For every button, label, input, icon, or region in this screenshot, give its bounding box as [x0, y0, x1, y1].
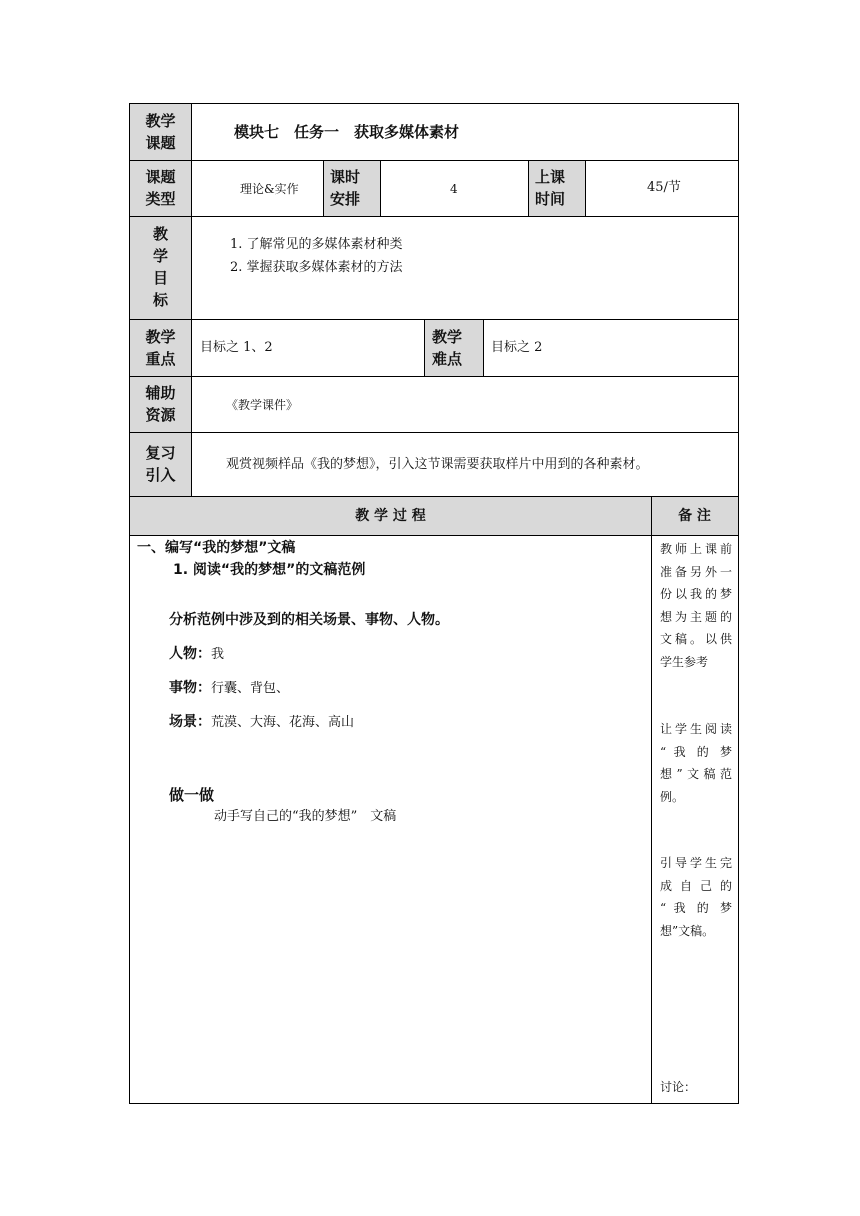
analysis-text: 分析范例中涉及到的相关场景、事物、人物。 [169, 612, 449, 628]
hours-value: 4 [450, 182, 458, 196]
resources-label: 辅助 资源 [145, 384, 176, 424]
review-value: 观赏视频样品《我的梦想》，引入这节课需要获取样片中用到的各种素材。 [226, 457, 649, 472]
note-1-line: 学生参考 [660, 654, 709, 669]
people-label: 人物： [169, 646, 211, 662]
difficult-value: 目标之 2 [491, 340, 543, 355]
topic-label: 教学 课题 [145, 112, 176, 152]
scenes-label: 场景： [169, 714, 211, 730]
things-value: 行囊、背包、 [211, 681, 290, 696]
people-line [169, 645, 224, 664]
step-1: 1. 阅读“我的梦想”的文稿范例 [173, 562, 366, 578]
note-3-line: 成 自 己 的 [660, 878, 732, 893]
time-value: 45/节 [647, 180, 681, 195]
type-label: 课题 类型 [145, 168, 176, 208]
note-1-line: 文稿。以供 [660, 632, 732, 646]
do-it-title: 做一做 [169, 786, 215, 804]
review-label: 复习 引入 [145, 444, 176, 484]
section-title: 一、编写“我的梦想”文稿 [137, 540, 296, 556]
note-3-line: 引导学生完 [660, 856, 732, 870]
difficult-label: 教学 难点 [432, 328, 463, 368]
note-2-line: “ 我 的 梦 [660, 744, 732, 759]
note-2-line: 想”文稿范 [660, 767, 732, 781]
note-1-line: 教师上课前 [660, 542, 732, 556]
things-label: 事物： [169, 680, 211, 696]
scenes-line [169, 713, 354, 732]
note-4: 讨论： [660, 1080, 697, 1094]
note-3-line: 想”文稿。 [660, 923, 715, 938]
process-header: 教 学 过 程 [355, 508, 426, 524]
hours-label: 课时 安排 [330, 168, 361, 208]
keypoints-label: 教学 重点 [145, 328, 176, 368]
note-3-line: “ 我 的 梦 [660, 901, 732, 915]
resources-value: 《教学课件》 [226, 398, 299, 412]
note-2-line: 例。 [660, 789, 685, 804]
time-label: 上课 时间 [535, 168, 566, 208]
type-value: 理论&实作 [240, 182, 299, 196]
things-line [169, 679, 289, 698]
note-1-line: 准备另外一 [660, 564, 732, 579]
note-1-line: 想为主题的 [660, 609, 732, 624]
note-1-line: 份以我的梦 [660, 587, 732, 601]
scenes-value: 荒漠、大海、花海、高山 [211, 715, 355, 730]
notes-header: 备 注 [678, 508, 711, 524]
note-2-line: 让学生阅读 [660, 722, 732, 736]
objective-item-1: 1. 了解常见的多媒体素材种类 [230, 237, 403, 252]
keypoints-value: 目标之 1、2 [200, 340, 273, 355]
do-it-text: 动手写自己的“我的梦想” 文稿 [214, 809, 397, 824]
topic-value: 模块七 任务一 获取多媒体素材 [234, 123, 460, 141]
objective-item-2: 2. 掌握获取多媒体素材的方法 [230, 260, 403, 275]
objectives-label: 教 学 目 标 [152, 225, 168, 309]
people-value: 我 [211, 647, 225, 662]
